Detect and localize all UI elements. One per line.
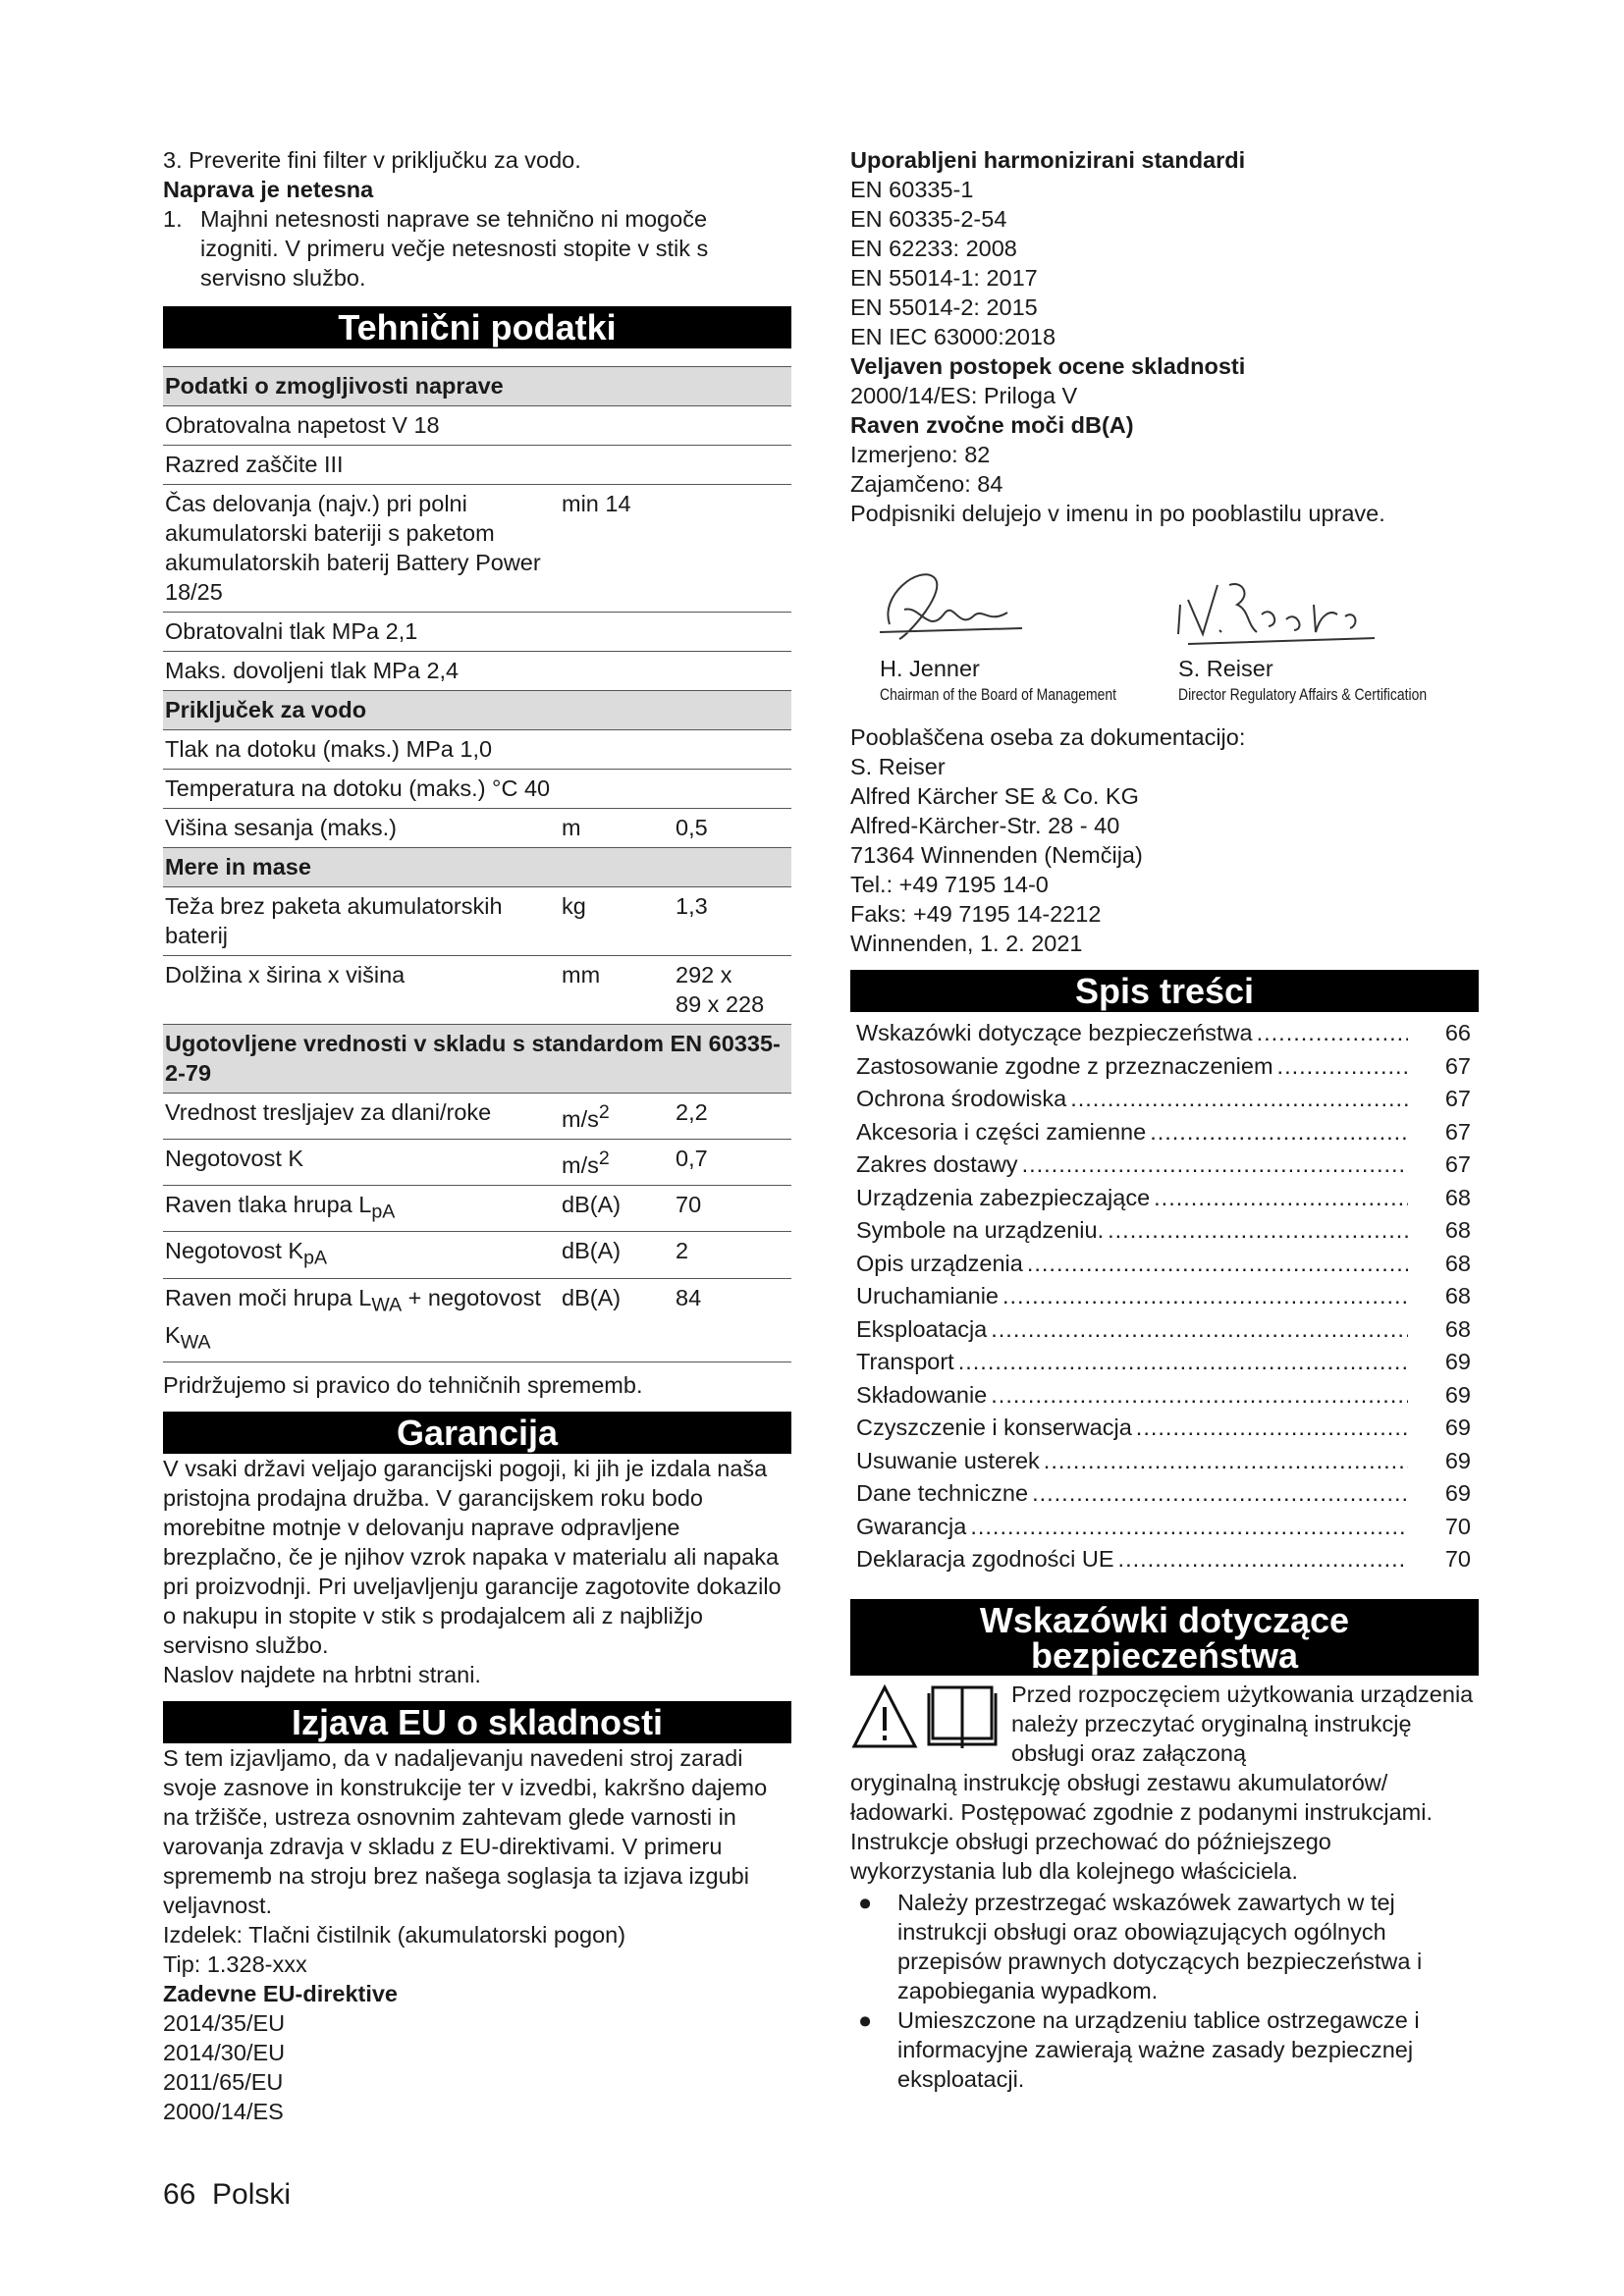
toc-entry-title: Zakres dostawy — [856, 1151, 1018, 1177]
standard-item: EN 55014-2: 2015 — [850, 294, 1038, 320]
toc-entry-page: 69 — [1444, 1480, 1471, 1506]
procedure-heading: Veljaven postopek ocene skladnosti — [850, 353, 1246, 379]
directive-item: 2014/30/EU — [163, 2040, 286, 2066]
table-row: Raven moči hrupa $L_{WA}$ + negotovost $K_{WA}$ dB(A) 84 — [163, 1279, 791, 1362]
place-date: Winnenden, 1. 2. 2021 — [850, 931, 1083, 956]
left-column — [163, 145, 791, 2126]
toc-leader — [1002, 1281, 1408, 1310]
toc-entry[interactable] — [856, 1215, 1471, 1249]
signatures — [850, 556, 1479, 722]
leak-number: 1. — [163, 206, 183, 232]
signature-reiser-title: Director Regulatory Affairs & Certification — [1178, 685, 1428, 704]
safety-intro-text: Przed rozpoczęciem użytkowania urządzenia należy przeczytać oryginalną instrukcję obsługi oraz załączoną — [1011, 1681, 1474, 1766]
toc-entry-title: Ochrona środowiska — [856, 1086, 1067, 1111]
signature-reiser-name: S. Reiser — [1178, 656, 1273, 681]
toc-leader — [1150, 1117, 1408, 1147]
toc-entry-title: Wskazówki dotyczące bezpieczeństwa — [856, 1020, 1253, 1045]
toc-leader — [970, 1512, 1408, 1541]
toc-entry-page: 68 — [1444, 1283, 1471, 1308]
toc-entry[interactable] — [856, 1117, 1471, 1150]
toc-entry-title: Dane techniczne — [856, 1480, 1029, 1506]
table-row: Temperatura na dotoku (maks.) °C 40 — [163, 770, 791, 809]
company: Alfred Kärcher SE & Co. KG — [850, 783, 1139, 809]
street: Alfred-Kärcher-Str. 28 - 40 — [850, 813, 1120, 838]
page-number: 66 — [163, 2178, 196, 2211]
toc-entry-title: Czyszczenie i konserwacja — [856, 1415, 1132, 1440]
bullet-icon: ● — [858, 1889, 873, 1915]
list-item: ● Należy przestrzegać wskazówek zawartych w tej instrukcji obsługi oraz obowiązujących ogólnych przepisów prawnych dotyczących bezpieczeństwa i zapobiegania wypadkom. — [850, 1888, 1479, 2005]
eu-declaration-heading: Izjava EU o skladnosti — [163, 1701, 791, 1743]
toc-entry[interactable] — [856, 1314, 1471, 1348]
toc-entry-title: Akcesoria i części zamienne — [856, 1118, 1147, 1145]
toc-entry[interactable] — [856, 1380, 1471, 1414]
warranty-text: V vsaki državi veljajo garancijski pogoji, ki jih je izdala naša pristojna prodajna družba. V garancijskem roku bodo morebitne motnje v delovanju naprave odpravljene brezplačno, če je njihov vzrok napaka v materialu ali napaka pri proizvodnji. Pri uveljavljenju garancije zagotovite dokazilo o nakupu in stopite v stik s prodajalcem ali z najbližjo servisno službo. — [163, 1456, 782, 1659]
toc-entry[interactable] — [856, 1544, 1471, 1577]
toc-entry-title: Symbole na urządzeniu. — [856, 1217, 1105, 1243]
toc-entry-page: 69 — [1444, 1415, 1471, 1440]
reserve-note: Pridržujemo si pravico do tehničnih sprememb. — [163, 1372, 643, 1399]
toc-leader — [958, 1347, 1408, 1376]
sound-heading: Raven zvočne moči dB(A) — [850, 412, 1134, 438]
sound-measured: Izmerjeno: 82 — [850, 442, 991, 467]
directives-heading: Zadevne EU-direktive — [163, 1981, 399, 2007]
table-row: Vrednost tresljajev za dlani/roke $m/s^2$ 2,2 — [163, 1094, 791, 1140]
toc-leader — [1070, 1084, 1408, 1113]
toc-entry[interactable] — [856, 1281, 1471, 1314]
signature-reiser — [1149, 556, 1453, 722]
toc-entry[interactable] — [856, 1249, 1471, 1282]
toc-entry[interactable] — [856, 1347, 1471, 1380]
toc-leader — [1108, 1215, 1408, 1245]
toc-leader — [991, 1380, 1408, 1410]
table-row: Dolžina x širina x višina mm 292 x 89 x 228 — [163, 956, 791, 1025]
toc-entry-title: Deklaracja zgodności UE — [856, 1546, 1114, 1572]
signature-jenner-name: H. Jenner — [880, 656, 980, 681]
doc-person: S. Reiser — [850, 754, 946, 779]
toc-entry[interactable] — [856, 1446, 1471, 1479]
toc-leader — [1257, 1018, 1408, 1047]
table-row: Tlak na dotoku (maks.) MPa 1,0 — [163, 730, 791, 770]
filter-step: 3. Preverite fini filter v priključku za vodo. — [163, 147, 581, 173]
toc-leader — [1277, 1051, 1408, 1081]
toc-entry-page: 68 — [1444, 1184, 1471, 1210]
toc-entry[interactable] — [856, 1183, 1471, 1216]
table-row: Teža brez paketa akumulatorskih baterij kg 1,3 — [163, 887, 791, 956]
table-of-contents — [856, 1018, 1471, 1577]
toc-entry-page: 67 — [1444, 1052, 1471, 1079]
toc-entry-page: 69 — [1444, 1447, 1471, 1473]
toc-entry-page: 67 — [1444, 1086, 1471, 1111]
toc-entry-page: 68 — [1444, 1217, 1471, 1243]
footer-language: Polski — [212, 2178, 292, 2211]
toc-entry-page: 68 — [1444, 1315, 1471, 1342]
toc-entry-page: 69 — [1444, 1381, 1471, 1408]
directive-item: 2011/65/EU — [163, 2069, 284, 2096]
tech-data-heading: Tehnični podatki — [163, 306, 791, 348]
table-row: Raven tlaka hrupa $L_{pA}$ dB(A) 70 — [163, 1185, 791, 1232]
signature-jenner-scribble — [860, 556, 1056, 654]
eu-declaration-text: S tem izjavljamo, da v nadaljevanju navedeni stroj zaradi svoje zasnove in konstrukcije ter v izvedbi, kakršno dajemo na tržišče, ustreza osnovnim zahtevam glede varnosti in varovanja zdravja v skladu z EU-direktivami. V primeru sprememb na stroju brez našega soglasja ta izjava izgubi veljavnost. — [163, 1745, 768, 1919]
fax: Faks: +49 7195 14-2212 — [850, 901, 1102, 927]
table-row: Negotovost K $m/s^2$ 0,7 — [163, 1139, 791, 1185]
toc-entry-title: Składowanie — [856, 1381, 988, 1408]
safety-intro — [850, 1680, 1479, 1768]
sound-guaranteed: Zajamčeno: 84 — [850, 471, 1003, 497]
toc-entry[interactable] — [856, 1149, 1471, 1183]
toc-entry[interactable] — [856, 1512, 1471, 1545]
toc-leader — [1022, 1149, 1408, 1179]
table-row: Obratovalni tlak MPa 2,1 — [163, 613, 791, 652]
standard-item: EN IEC 63000:2018 — [850, 324, 1056, 349]
bullet-icon: ● — [858, 2006, 873, 2033]
toc-entry-page: 69 — [1444, 1349, 1471, 1374]
toc-entry-page: 66 — [1444, 1020, 1471, 1045]
signature-reiser-scribble — [1159, 556, 1394, 654]
leak-item — [163, 204, 791, 293]
toc-entry-title: Gwarancja — [856, 1513, 967, 1539]
toc-entry-title: Usuwanie usterek — [856, 1447, 1040, 1473]
toc-entry-title: Eksploatacja — [856, 1315, 988, 1342]
toc-entry-page: 68 — [1444, 1250, 1471, 1276]
telephone: Tel.: +49 7195 14-0 — [850, 872, 1049, 897]
toc-entry[interactable] — [856, 1051, 1471, 1085]
toc-heading: Spis treści — [850, 970, 1479, 1012]
standard-item: EN 55014-1: 2017 — [850, 265, 1038, 291]
toc-entry[interactable] — [856, 1018, 1471, 1051]
procedure-value: 2000/14/ES: Priloga V — [850, 383, 1078, 408]
toc-entry[interactable] — [856, 1084, 1471, 1117]
signature-jenner-title: Chairman of the Board of Management — [880, 685, 1116, 704]
leak-heading: Naprava je netesna — [163, 177, 374, 202]
spec-section-dimensions: Mere in mase — [163, 848, 791, 887]
toc-leader — [1027, 1249, 1408, 1278]
warning-manual-icons — [850, 1680, 1007, 1758]
toc-leader — [991, 1314, 1408, 1344]
toc-leader — [1032, 1478, 1408, 1508]
table-row: Višina sesanja (maks.) m 0,5 — [163, 809, 791, 848]
signature-jenner — [850, 556, 1155, 722]
toc-entry[interactable] — [856, 1413, 1471, 1446]
table-row: Razred zaščite III — [163, 446, 791, 485]
directive-item: 2000/14/ES — [163, 2099, 284, 2125]
warranty-heading: Garancija — [163, 1412, 791, 1454]
doc-person-label: Pooblaščena oseba za dokumentacijo: — [850, 724, 1246, 750]
toc-entry-page: 67 — [1444, 1118, 1471, 1145]
signers-note: Podpisniki delujejo v imenu in po pooblastilu uprave. — [850, 501, 1385, 526]
city: 71364 Winnenden (Nemčija) — [850, 842, 1143, 868]
spec-section-water: Priključek za vodo — [163, 691, 791, 730]
spec-table — [163, 366, 791, 1362]
toc-entry-title: Urządzenia zabezpieczające — [856, 1184, 1151, 1210]
manual-book-icon — [929, 1687, 996, 1748]
toc-entry-title: Uruchamianie — [856, 1283, 999, 1308]
toc-entry-title: Opis urządzenia — [856, 1250, 1023, 1276]
spec-section-performance: Podatki o zmogljivosti naprave — [163, 367, 791, 406]
toc-entry[interactable] — [856, 1478, 1471, 1512]
toc-entry-title: Transport — [856, 1349, 954, 1374]
warning-triangle-icon — [854, 1687, 915, 1746]
toc-entry-title: Zastosowanie zgodne z przeznaczeniem — [856, 1052, 1273, 1079]
table-row: Obratovalna napetost V 18 — [163, 406, 791, 446]
spec-section-measured: Ugotovljene vrednosti v skladu s standardom EN 60335-2-79 — [163, 1025, 791, 1094]
warranty-address: Naslov najdete na hrbtni strani. — [163, 1662, 481, 1688]
toc-entry-page: 67 — [1444, 1151, 1471, 1177]
list-item: ● Umieszczone na urządzeniu tablice ostrzegawcze i informacyjne zawierają ważne zasady bezpiecznej eksploatacji. — [850, 2005, 1479, 2094]
standard-item: EN 62233: 2008 — [850, 236, 1017, 261]
table-row: Negotovost $K_{pA}$ dB(A) 2 — [163, 1232, 791, 1279]
product-line: Izdelek: Tlačni čistilnik (akumulatorski pogon) — [163, 1922, 626, 1949]
standard-item: EN 60335-1 — [850, 177, 974, 202]
leak-text: Majhni netesnosti naprave se tehnično ni mogoče izogniti. V primeru večje netesnosti stopite v stik s servisno službo. — [200, 206, 709, 291]
standard-item: EN 60335-2-54 — [850, 206, 1007, 232]
safety-heading: Wskazówki dotyczące bezpieczeństwa — [850, 1599, 1479, 1676]
toc-leader — [1136, 1413, 1408, 1442]
standards-heading: Uporabljeni harmonizirani standardi — [850, 147, 1246, 173]
toc-entry-page: 70 — [1444, 1513, 1471, 1539]
toc-leader — [1044, 1446, 1408, 1475]
safety-intro-continued: oryginalną instrukcję obsługi zestawu akumulatorów/ładowarki. Postępować zgodnie z podanymi instrukcjami. Instrukcje obsługi przechować do późniejszego wykorzystania lub dla kolejnego właściciela. — [850, 1769, 1434, 1884]
page-footer — [163, 2177, 291, 2213]
table-row: Čas delovanja (najv.) pri polni akumulatorski bateriji s paketom akumulatorskih baterij Battery Power 18/25 min 14 — [163, 485, 791, 613]
table-row: Maks. dovoljeni tlak MPa 2,4 — [163, 652, 791, 691]
type-line: Tip: 1.328-xxx — [163, 1951, 307, 1978]
toc-leader — [1154, 1183, 1408, 1212]
right-column — [850, 145, 1479, 2094]
toc-leader — [1118, 1544, 1408, 1574]
directive-item: 2014/35/EU — [163, 2010, 286, 2037]
toc-entry-page: 70 — [1444, 1546, 1471, 1572]
